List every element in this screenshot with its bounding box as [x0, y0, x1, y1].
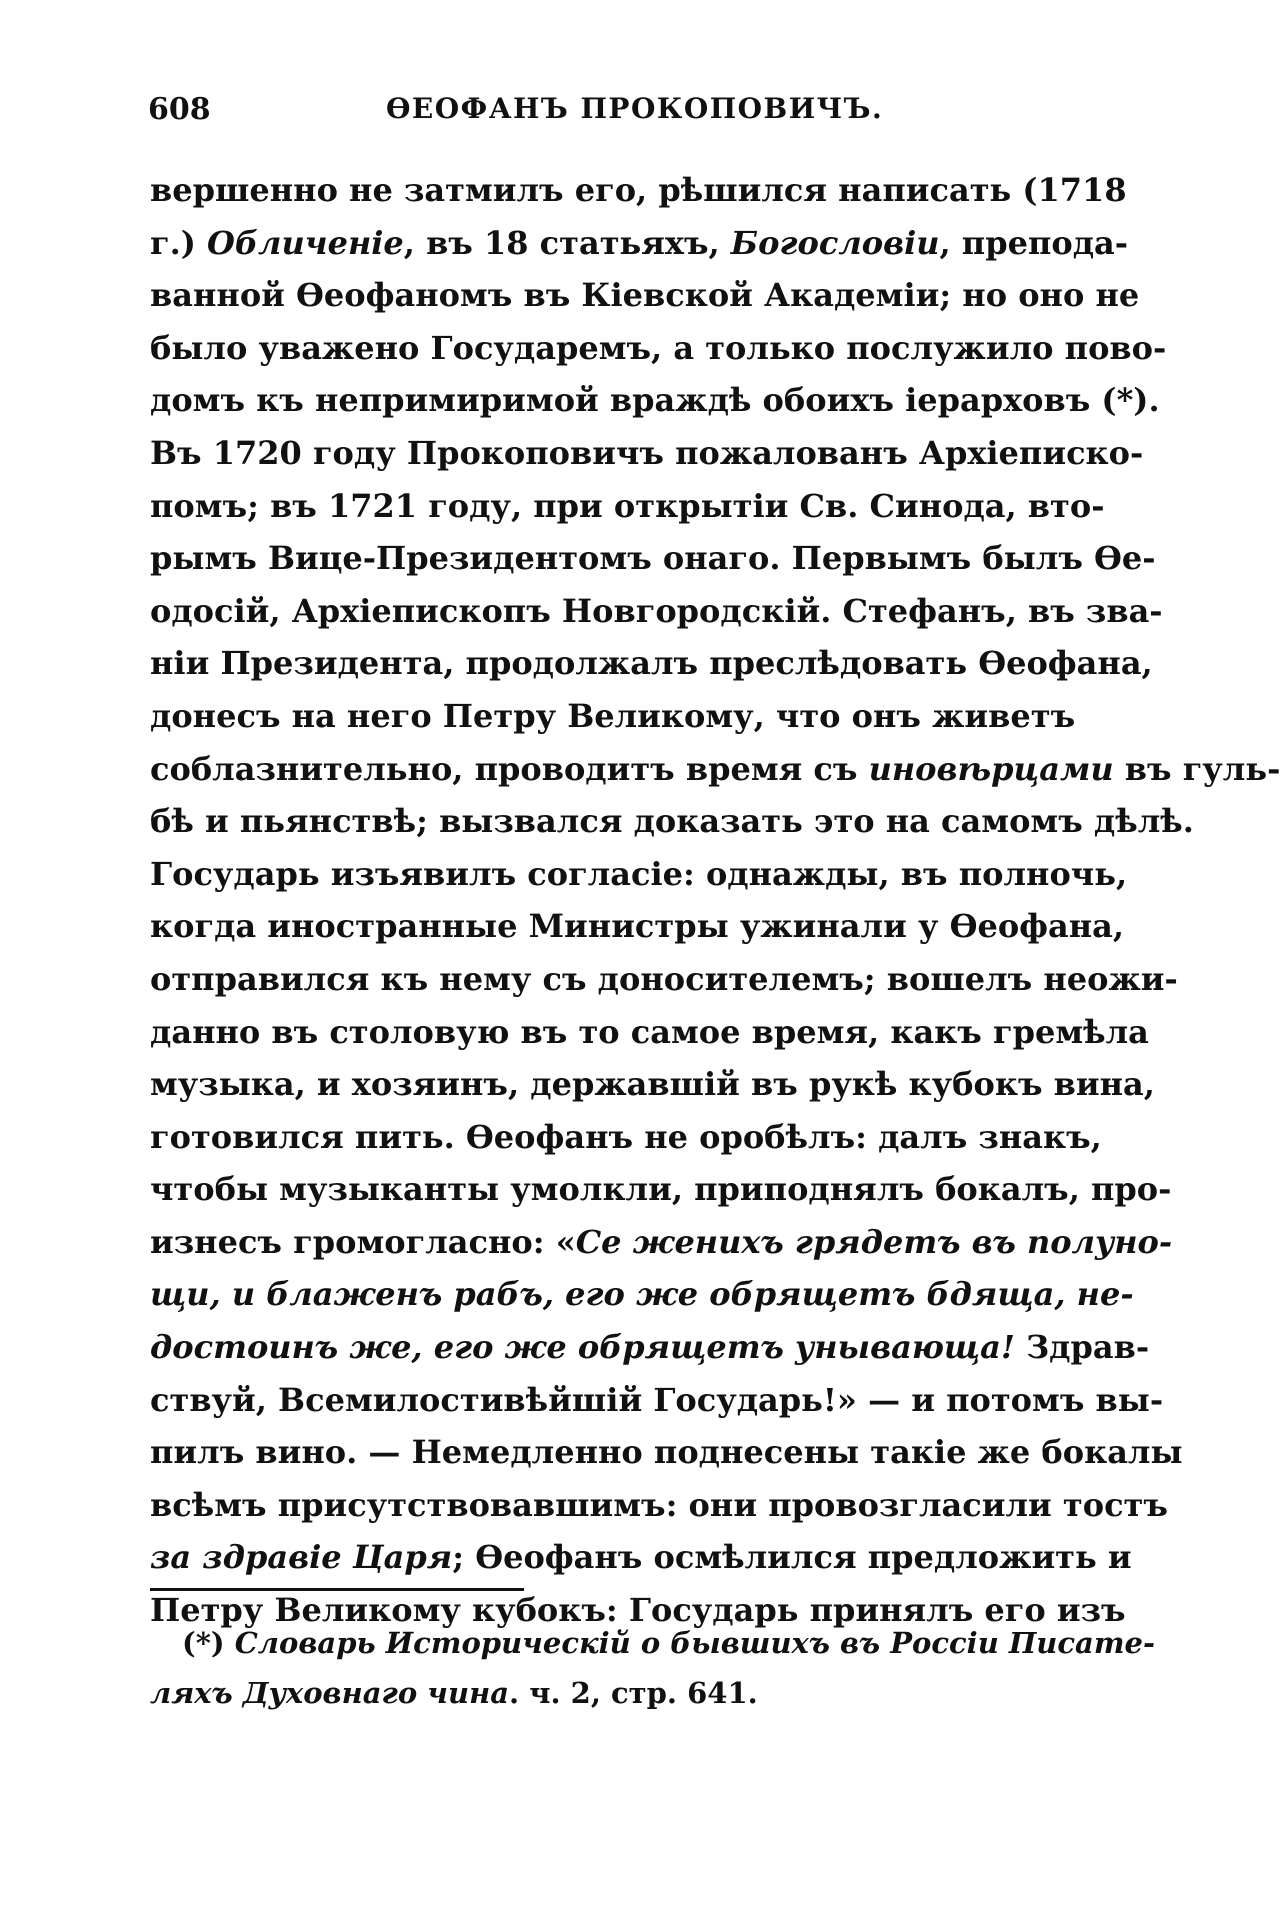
text-segment: соблазнительно, проводитъ время съ [150, 749, 869, 788]
text-line [150, 848, 1128, 901]
text-line [150, 1531, 1132, 1584]
text-line [150, 1479, 1168, 1532]
text-line [150, 795, 1194, 848]
text-segment: , препода- [939, 223, 1129, 262]
italic-text-segment: Богословіи [730, 223, 940, 262]
text-segment: ніи Президента, продолжалъ преслѣдовать Ѳеофана, [150, 644, 1153, 683]
text-line [150, 217, 1129, 270]
text-segment: чтобы музыканты умолкли, приподнялъ бокалъ, про- [150, 1170, 1172, 1209]
text-line [150, 1374, 1164, 1427]
text-line [150, 1426, 1183, 1479]
page-header [148, 92, 1048, 132]
text-line [150, 743, 1280, 796]
text-segment: . ч. 2, стр. 641. [509, 1676, 758, 1710]
text-line [150, 690, 1076, 743]
text-segment: готовился пить. Ѳеофанъ не оробѣлъ: далъ знакъ, [150, 1117, 1102, 1156]
italic-text-segment: ляхъ Духовнаго чина [150, 1676, 510, 1710]
text-line [150, 585, 1163, 638]
text-segment: музыка, и хозяинъ, державшій въ рукѣ кубокъ вина, [150, 1065, 1155, 1104]
text-segment: Здрав- [1014, 1328, 1150, 1367]
italic-text-segment: щи, и блаженъ рабъ, его же обрящетъ бдяща, не- [150, 1275, 1134, 1314]
footnote-line [150, 1618, 1155, 1668]
text-line [150, 480, 1105, 533]
text-segment: донесъ на него Петру Великому, что онъ живетъ [150, 696, 1076, 735]
page-number: 608 [148, 92, 211, 127]
italic-text-segment: иновѣрцами [868, 749, 1114, 788]
text-line [150, 637, 1153, 690]
text-segment: одосій, Архіепископъ Новгородскій. Стефанъ, въ зва- [150, 591, 1163, 630]
text-segment: , въ 18 статьяхъ, [403, 223, 731, 262]
text-segment: рымъ Вице-Президентомъ онаго. Первымъ былъ Ѳе- [150, 539, 1156, 578]
text-segment: помъ; въ 1721 году, при открытіи Св. Синода, вто- [150, 486, 1105, 525]
text-line [150, 1321, 1150, 1374]
text-segment: Государь изъявилъ согласіе: однажды, въ полночь, [150, 854, 1128, 893]
text-line [150, 1163, 1172, 1216]
italic-text-segment: достоинъ же, его же обрящетъ унывающа! [150, 1328, 1015, 1367]
running-head: ѲЕОФАНЪ ПРОКОПОВИЧЪ. [386, 92, 884, 125]
text-line [150, 900, 1125, 953]
text-segment: ствуй, Всемилостивѣйшій Государь!» — и потомъ вы- [150, 1380, 1164, 1419]
text-segment: ванной Ѳеофаномъ въ Кіевской Академіи; но оно не [150, 276, 1140, 315]
text-segment: бѣ и пьянствѣ; вызвался доказать это на самомъ дѣлѣ. [150, 802, 1194, 841]
text-segment: Въ 1720 году Прокоповичъ пожалованъ Архіеписко- [150, 433, 1144, 472]
text-line [150, 374, 1160, 427]
italic-text-segment: Словарь Историческій о бывшихъ въ Россіи Писате- [234, 1626, 1155, 1660]
main-text [150, 164, 1280, 1637]
text-segment: г.) [150, 223, 208, 262]
text-segment: отправился къ нему съ доносителемъ; вошелъ неожи- [150, 959, 1178, 998]
text-line [150, 269, 1140, 322]
text-segment: всѣмъ присутствовавшимъ: они провозгласили тостъ [150, 1485, 1168, 1524]
footnote-divider [150, 1588, 524, 1591]
text-segment: изнесъ громогласно: « [150, 1222, 576, 1261]
text-line [150, 1058, 1155, 1111]
text-segment: (*) [182, 1626, 235, 1660]
text-line [150, 1216, 1173, 1269]
italic-text-segment: Обличеніе [207, 223, 404, 262]
italic-text-segment: за здравіе Царя [150, 1538, 453, 1577]
text-segment: когда иностранные Министры ужинали у Ѳеофана, [150, 907, 1125, 946]
text-line [150, 427, 1144, 480]
text-line [150, 1268, 1134, 1321]
text-line [150, 1111, 1102, 1164]
footnote [150, 1618, 1155, 1718]
text-line [150, 1006, 1149, 1059]
italic-text-segment: Се женихъ грядетъ въ полуно- [575, 1222, 1173, 1261]
text-line [150, 322, 1167, 375]
text-segment: данно въ столовую въ то самое время, какъ гремѣла [150, 1012, 1149, 1051]
text-segment: домъ къ непримиримой враждѣ обоихъ іерарховъ (*). [150, 381, 1160, 420]
footnote-line [150, 1668, 1052, 1718]
text-segment: пилъ вино. — Немедленно поднесены такіе же бокалы [150, 1433, 1183, 1472]
text-segment: было уважено Государемъ, а только послужило пово- [150, 328, 1167, 367]
text-segment: ; Ѳеофанъ осмѣлился предложить и [452, 1538, 1132, 1577]
text-line [150, 164, 1127, 217]
text-line [150, 532, 1156, 585]
text-segment: вершенно не затмилъ его, рѣшился написать (1718 [150, 171, 1127, 209]
text-segment: Петру Великому кубокъ: Государь принялъ его изъ [150, 1591, 1126, 1630]
text-segment: въ гуль- [1113, 749, 1280, 788]
text-line [150, 953, 1178, 1006]
